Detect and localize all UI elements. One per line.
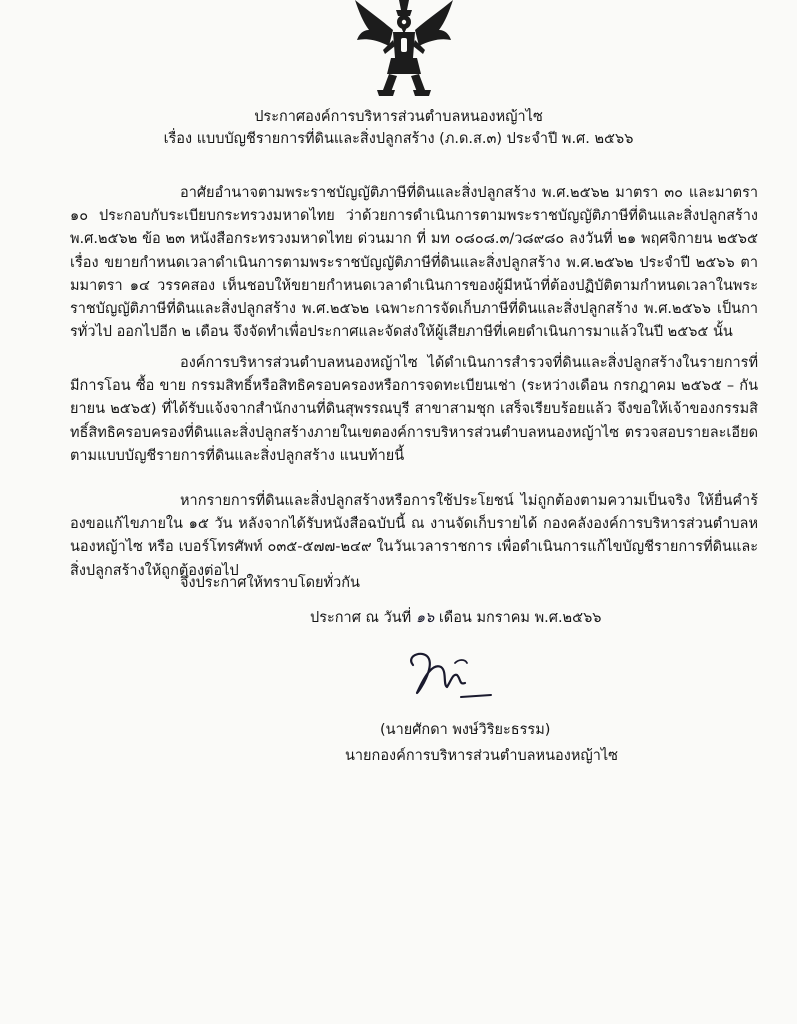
handwritten-signature-icon — [395, 645, 495, 705]
paragraph-legal-basis-text: อาศัยอำนาจตามพระราชบัญญัติภาษีที่ดินและสิ่งปลูกสร้าง พ.ศ.๒๕๖๒ มาตรา ๓๐ และมาตรา ๑๐ ประกอบกับระเบียบกระทรวงมหาดไทย ว่าด้วยการดำเนินการตามพระราชบัญญัติภาษีที่ดินและสิ่งปลูกสร้าง พ.ศ.๒๕๖๒ ข้อ ๒๓ หนังสือกระทรวงมหาดไทย ด่วนมาก ที่ มท ๐๘๐๘.๓/ว๘๙๘๐ ลงวันที่ ๒๑ พฤศจิกายน ๒๕๖๕ เรื่อง ขยายกำหนดเวลาดำเนินการตามพระราชบัญญัติภาษีที่ดินและสิ่งปลูกสร้าง พ.ศ.๒๕๖๒ ประจำปี ๒๕๖๖ ตามมาตรา ๑๔ วรรคสอง เห็นชอบให้ขยายกำหนดเวลาดำเนินการของผู้มีหน้าที่ต้องปฏิบัติตามกำหนดเวลาในพระราชบัญญัติภาษีที่ดินและสิ่งปลูกสร้าง พ.ศ.๒๕๖๒ เฉพาะการจัดเก็บภาษีที่ดินและสิ่งปลูกสร้าง พ.ศ.๒๕๖๖ เป็นการทั่วไป ออกไปอีก ๒ เดือน จึงจัดทำเพื่อประกาศและจัดส่งให้ผู้เสียภาษีที่เคยดำเนินการมาแล้วในปี ๒๕๖๕ นั้น — [70, 185, 758, 341]
announcement-issuer: ประกาศองค์การบริหารส่วนตำบลหนองหญ้าไซ — [254, 109, 543, 125]
garuda-emblem-icon — [349, 0, 459, 98]
paragraph-correction — [70, 490, 758, 583]
paragraph-correction-text: หากรายการที่ดินและสิ่งปลูกสร้างหรือการใช้ประโยชน์ ไม่ถูกต้องตามความเป็นจริง ให้ยื่นคำร้องขอแก้ไขภายใน ๑๕ วัน หลังจากได้รับหนังสือฉบับนี้ ณ งานจัดเก็บรายได้ กองคลังองค์การบริหารส่วนตำบลหนองหญ้าไซ หรือ เบอร์โทรศัพท์ ๐๓๕-๕๗๗-๒๔๙ ในวันเวลาราชการ เพื่อดำเนินการแก้ไขบัญชีรายการที่ดินและสิ่งปลูกสร้างให้ถูกต้องต่อไป — [70, 493, 758, 579]
announcement-date — [310, 606, 602, 629]
date-day: ๑๖ — [415, 610, 435, 626]
signer-title: นายกองค์การบริหารส่วนตำบลหนองหญ้าไซ — [345, 748, 619, 764]
paragraph-legal-basis — [70, 182, 758, 344]
date-prefix: ประกาศ ณ วันที่ — [310, 610, 412, 626]
announcement-subject: เรื่อง แบบบัญชีรายการที่ดินและสิ่งปลูกสร้าง (ภ.ด.ส.๓) ประจำปี พ.ศ. ๒๕๖๖ — [163, 131, 634, 147]
paragraph-survey-text: องค์การบริหารส่วนตำบลหนองหญ้าไซ ได้ดำเนินการสำรวจที่ดินและสิ่งปลูกสร้างในรายการที่มีการโอน ซื้อ ขาย กรรมสิทธิ์หรือสิทธิครอบครองหรือการจดทะเบียนเช่า (ระหว่างเดือน กรกฎาคม ๒๕๖๕ – กันยายน ๒๕๖๕) ที่ได้รับแจ้งจากสำนักงานที่ดินสุพรรณบุรี สาขาสามชุก เสร็จเรียบร้อยแล้ว จึงขอให้เจ้าของกรรมสิทธิ์สิทธิครอบครองที่ดินและสิ่งปลูกสร้างภายในเขตองค์การบริหารส่วนตำบลหนองหญ้าไซ ตรวจสอบรายละเอียดตามแบบบัญชีรายการที่ดินและสิ่งปลูกสร้าง แนบท้ายนี้ — [70, 355, 758, 464]
date-suffix: เดือน มกราคม พ.ศ.๒๕๖๖ — [438, 610, 602, 626]
closing-statement: จึงประกาศให้ทราบโดยทั่วกัน — [180, 575, 360, 591]
paragraph-survey — [70, 352, 758, 468]
signer-name: (นายศักดา พงษ์วิริยะธรรม) — [380, 722, 551, 738]
